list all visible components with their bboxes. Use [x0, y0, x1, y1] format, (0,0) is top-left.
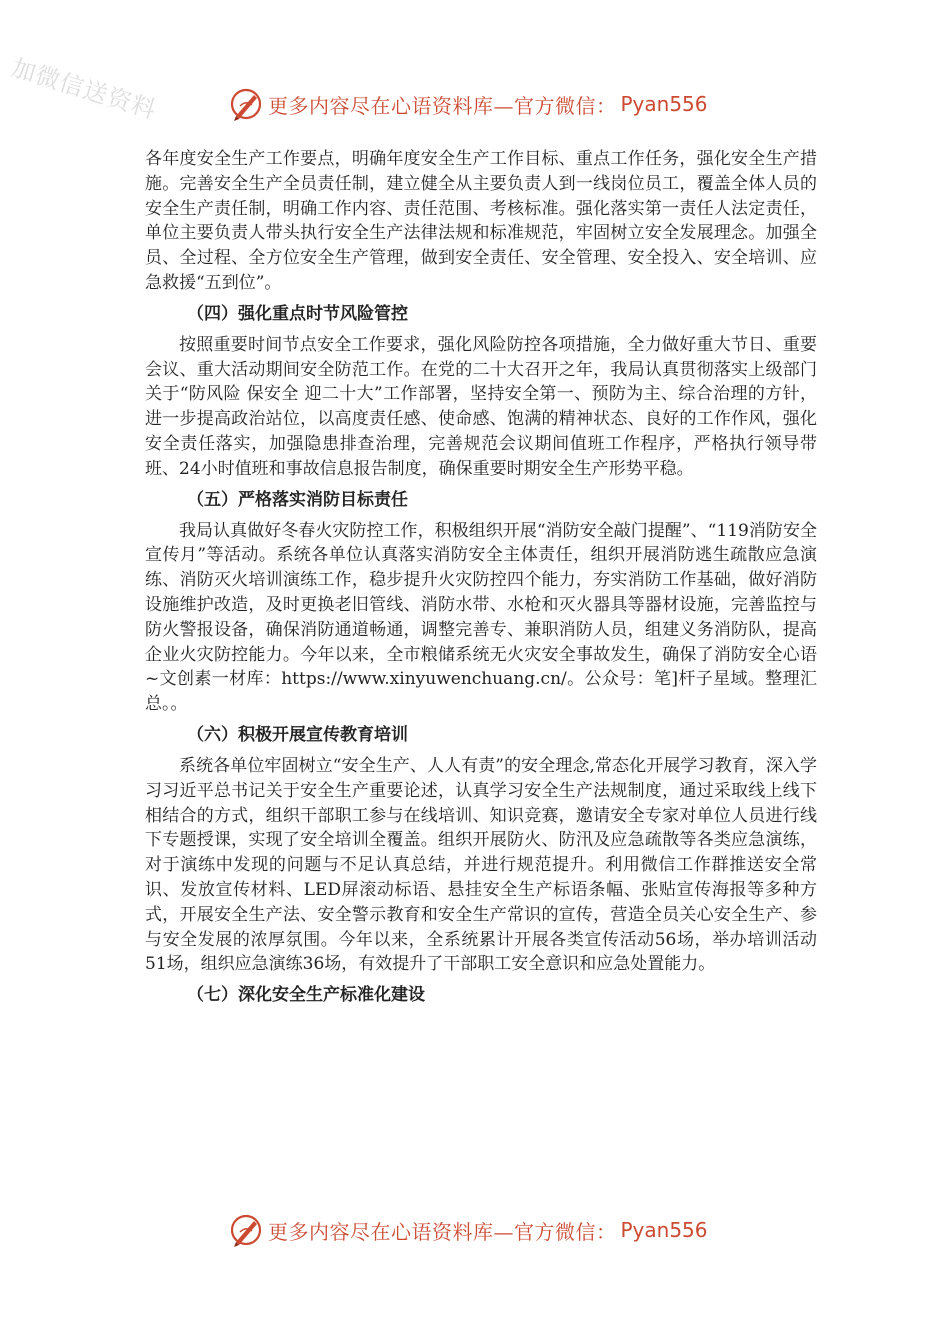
heading-section-7: （七）深化安全生产标准化建设: [187, 985, 425, 1006]
paragraph-section-5: 我局认真做好冬春火灾防控工作，积极组织开展“消防安全敲门提醒”、“119消防安全宣传月”等活动。系统各单位认真落实消防安全主体责任，组织开展消防逃生疏散应急演练、消防灭火培训演练工作，稳步提升火灾防控四个能力，夯实消防工作基础，做好消防设施维护改造，及时更换老旧管线、消防水带、水枪和灭火器具等器材设施，完善监控与防火警报设备，确保消防通道畅通，调整完善专、兼职消防人员，组建义务消防队，提高企业火灾防控能力。今年以来，全市粮储系统无火灾安全事故发生，确保了消防安全心语~文创素一材库：https://www.xinyuwenchuang.cn/。公众号：笔]杆子星域。整理汇总。。: [145, 520, 817, 715]
document-body: [145, 147, 817, 1014]
heading-section-6: （六）积极开展宣传教育培训: [187, 724, 408, 745]
watermark-text: 加微信送资料: [8, 53, 160, 125]
paragraph-section-6: 系统各单位牢固树立“安全生产、人人有责”的安全理念,常态化开展学习教育，深入学习习近平总书记关于安全生产重要论述，认真学习安全生产法规制度，通过采取线上线下相结合的方式，组织干部职工参与在线培训、知识竞赛，邀请安全专家对单位人员进行线下专题授课，实现了安全培训全覆盖。组织开展防火、防汛及应急疏散等各类应急演练，对于演练中发现的问题与不足认真总结，并进行规范提升。利用微信工作群推送安全常识、发放宣传材料、LED屏滚动标语、悬挂安全生产标语条幅、张贴宣传海报等多种方式，开展安全生产法、安全警示教育和安全生产常识的宣传，营造全员关心安全生产、参与安全发展的浓厚氛围。今年以来，全系统累计开展各类宣传活动56场，举办培训活动51场，组织应急演练36场，有效提升了干部职工安全意识和应急处置能力。: [145, 755, 817, 975]
banner-text: 更多内容尽在心语资料库—官方微信：: [268, 93, 617, 118]
footer-banner: [228, 1210, 708, 1250]
heading-section-4: （四）强化重点时节风险管控: [187, 303, 408, 324]
paragraph-section-4: 按照重要时间节点安全工作要求，强化风险防控各项措施，全力做好重大节日、重要会议、重大活动期间安全防范工作。在党的二十大召开之年，我局认真贯彻落实上级部门关于“防风险 保安全 迎二十大”工作部署，坚持安全第一、预防为主、综合治理的方针，进一步提高政治站位，以高度责任感、使命感、饱满的精神状态、良好的工作作风，强化安全责任落实，加强隐患排查治理，完善规范会议期间值班工作程序，严格执行领导带班、24小时值班和事故信息报告制度，确保重要时期安全生产形势平稳。: [145, 334, 817, 479]
banner-text: 更多内容尽在心语资料库—官方微信：: [268, 1219, 617, 1244]
header-banner: [228, 84, 708, 124]
pen-logo-icon: [228, 86, 264, 122]
pen-logo-icon: [228, 1212, 264, 1248]
banner-wechat-id: Pyan556: [620, 92, 708, 116]
banner-wechat-id: Pyan556: [620, 1218, 708, 1242]
heading-section-5: （五）严格落实消防目标责任: [187, 489, 408, 510]
paragraph-continuation: 各年度安全生产工作要点，明确年度安全生产工作目标、重点工作任务，强化安全生产措施。完善安全生产全员责任制，建立健全从主要负责人到一线岗位员工，覆盖全体人员的安全生产责任制，明确工作内容、责任范围、考核标准。强化落实第一责任人法定责任，单位主要负责人带头执行安全生产法律法规和标准规范，牢固树立安全发展理念。加强全员、全过程、全方位安全生产管理，做到安全责任、安全管理、安全投入、安全培训、应急救援“五到位”。: [145, 149, 817, 293]
